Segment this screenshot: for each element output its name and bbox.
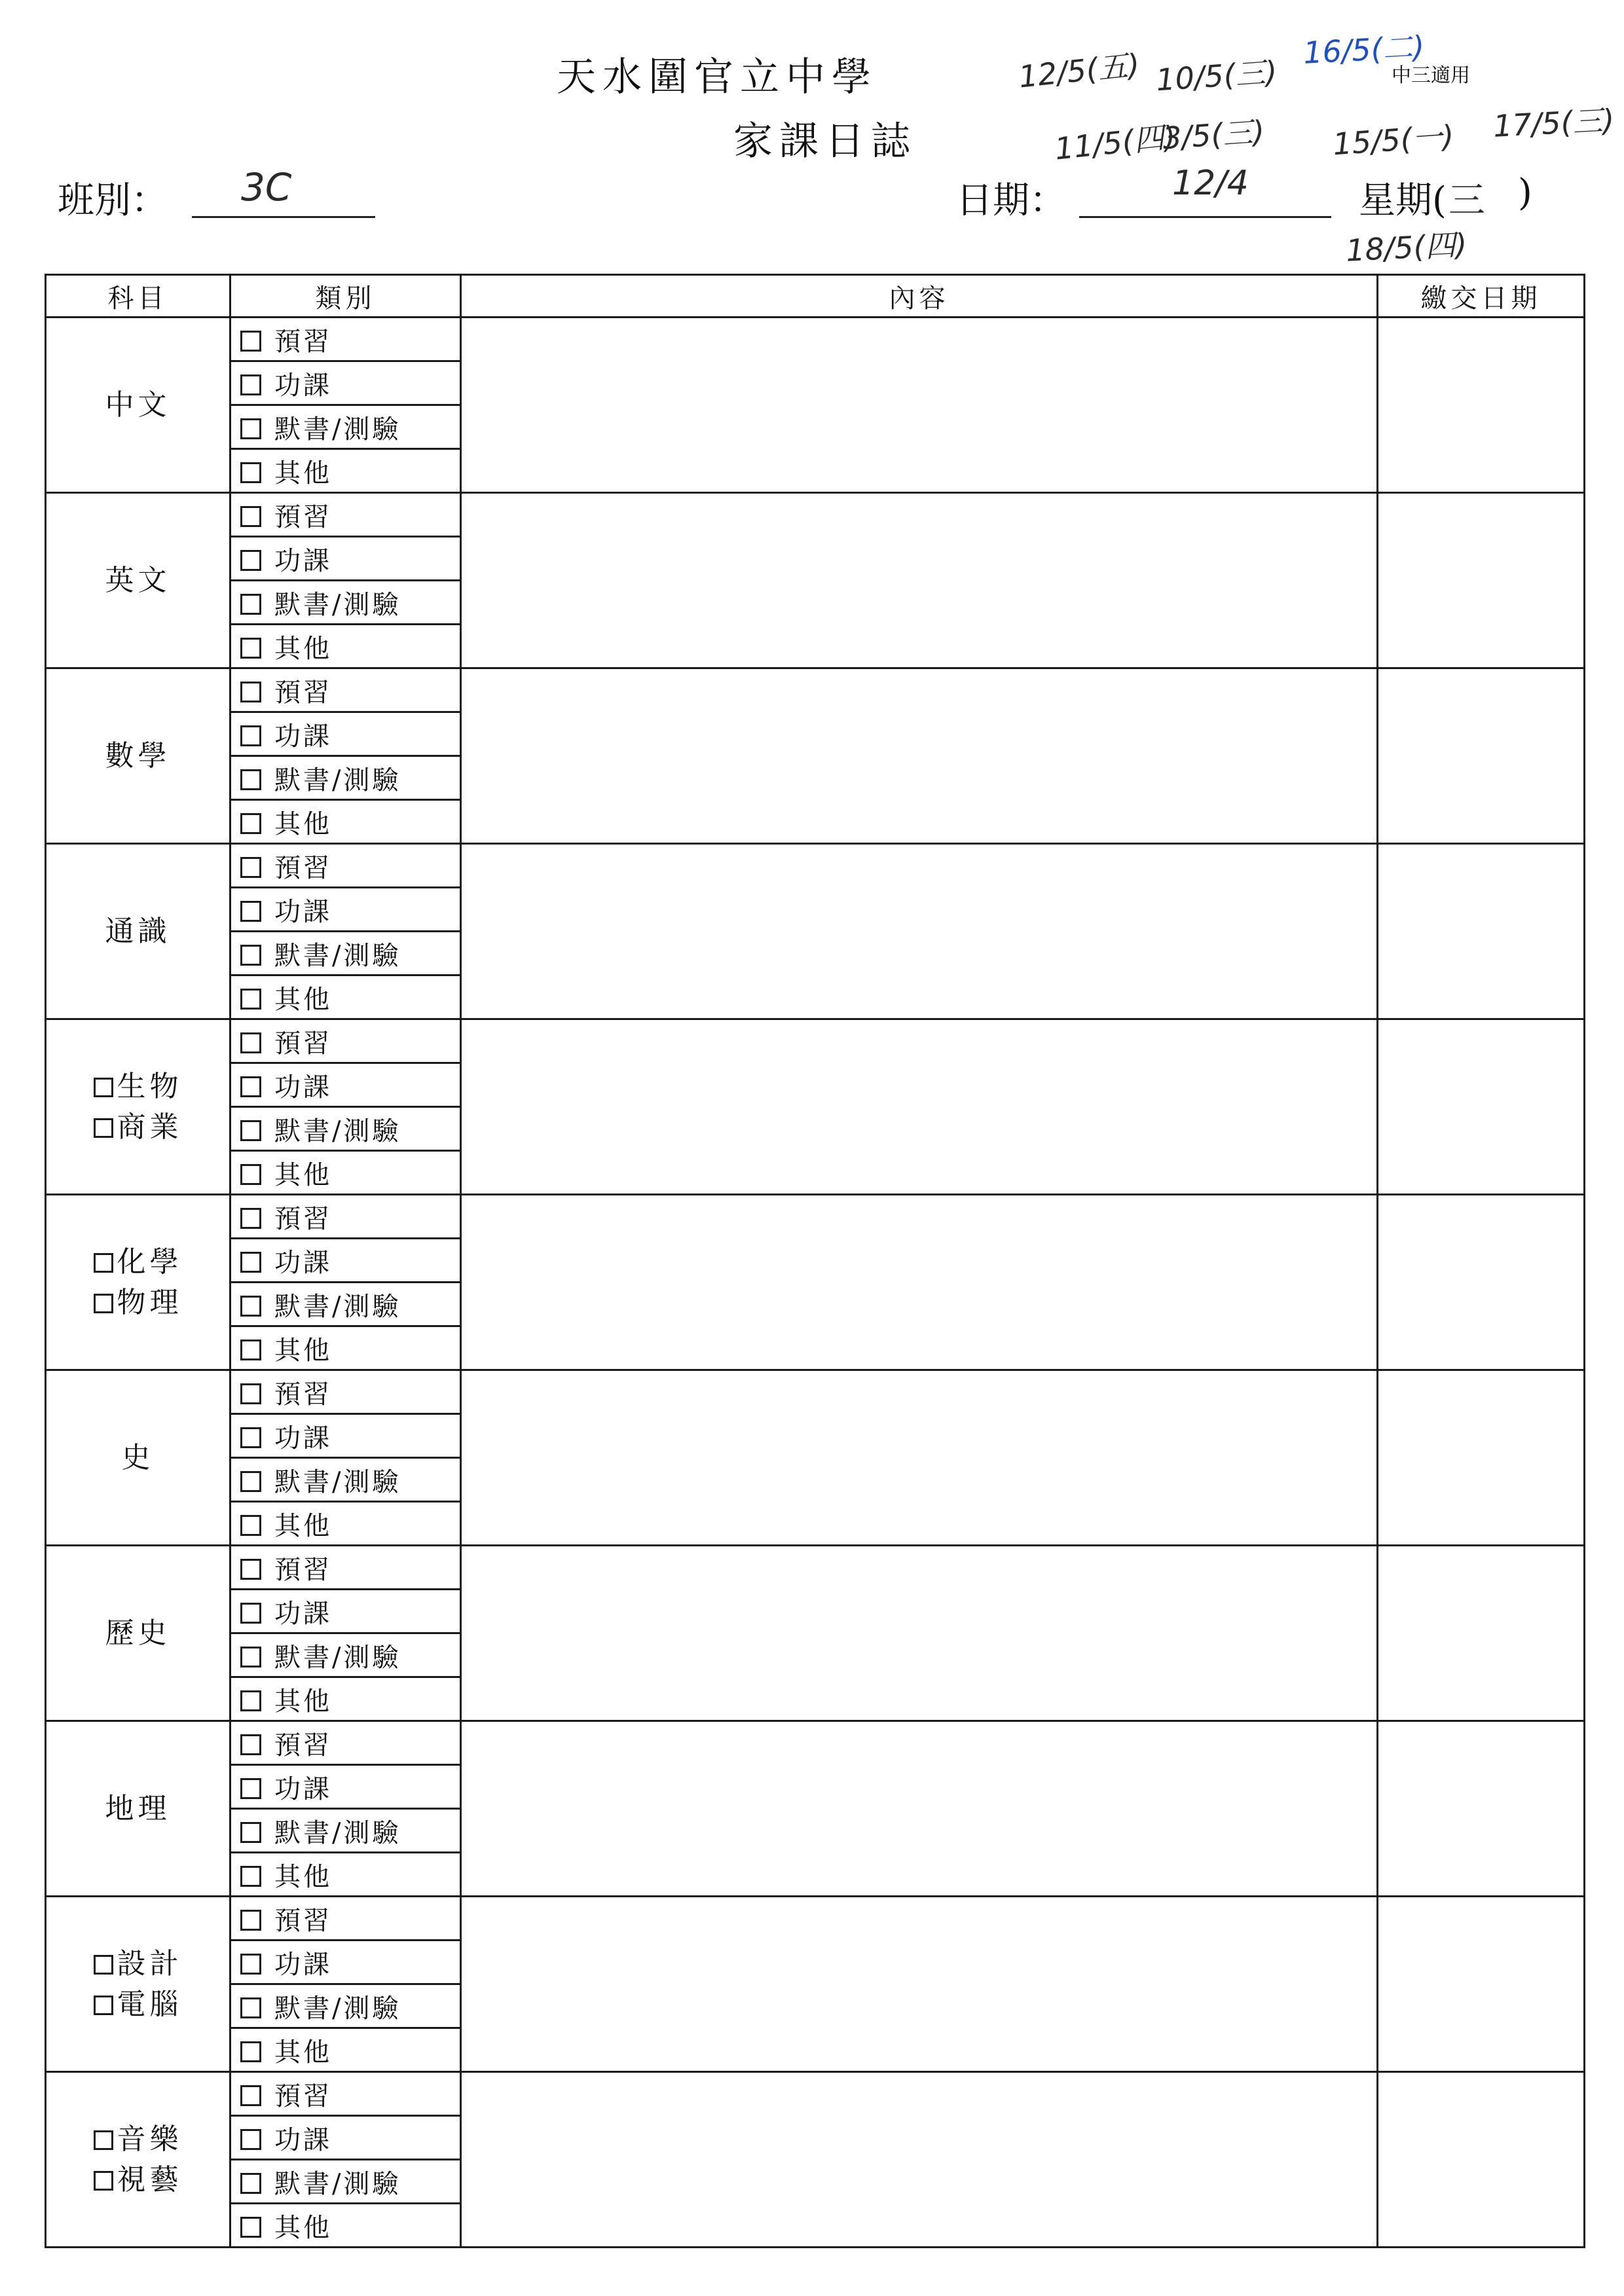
checkbox-icon[interactable] bbox=[240, 1427, 261, 1448]
checkbox-icon[interactable] bbox=[240, 1647, 261, 1667]
handwritten-date-4: 11/5(四) bbox=[1052, 118, 1177, 167]
checkbox-icon[interactable] bbox=[240, 769, 261, 790]
category-cell[interactable] bbox=[231, 1370, 461, 1414]
homework-table bbox=[45, 274, 1585, 2248]
subject-option[interactable] bbox=[46, 1283, 229, 1323]
category-label: 功課 bbox=[274, 1423, 332, 1453]
subject-option bbox=[46, 911, 229, 952]
due-date-cell[interactable] bbox=[1378, 1195, 1585, 1370]
checkbox-icon[interactable] bbox=[240, 989, 261, 1010]
subject-checkbox-icon[interactable] bbox=[94, 1995, 113, 2015]
checkbox-icon[interactable] bbox=[240, 2217, 261, 2238]
subject-cell bbox=[46, 493, 231, 668]
checkbox-icon[interactable] bbox=[240, 901, 261, 922]
subject-cell bbox=[46, 1897, 231, 2072]
subject-name: 音樂 bbox=[117, 2122, 183, 2156]
subject-name: 歷史 bbox=[105, 1616, 171, 1650]
checkbox-icon[interactable] bbox=[240, 594, 261, 615]
category-label: 預習 bbox=[274, 852, 332, 883]
category-label: 其他 bbox=[274, 1686, 332, 1717]
checkbox-icon[interactable] bbox=[240, 1778, 261, 1799]
category-label: 默書/測驗 bbox=[274, 1467, 401, 1497]
checkbox-icon[interactable] bbox=[240, 813, 261, 834]
checkbox-icon[interactable] bbox=[240, 1471, 261, 1492]
due-date-cell[interactable] bbox=[1378, 2072, 1585, 2248]
category-cell[interactable] bbox=[231, 2116, 461, 2160]
category-label: 默書/測驗 bbox=[274, 1642, 401, 1673]
category-label: 功課 bbox=[274, 896, 332, 927]
due-date-cell[interactable] bbox=[1378, 844, 1585, 1019]
table-row bbox=[46, 1721, 1585, 1765]
due-date-cell[interactable] bbox=[1378, 1721, 1585, 1897]
category-label: 默書/測驗 bbox=[274, 1116, 401, 1146]
checkbox-icon[interactable] bbox=[240, 682, 261, 702]
checkbox-icon[interactable] bbox=[240, 506, 261, 527]
category-label: 預習 bbox=[274, 1028, 332, 1059]
checkbox-icon[interactable] bbox=[240, 1296, 261, 1317]
subject-cell bbox=[46, 668, 231, 844]
category-label: 默書/測驗 bbox=[274, 2168, 401, 2199]
weekday-label bbox=[1359, 172, 1447, 224]
category-label: 預習 bbox=[274, 1905, 332, 1936]
checkbox-icon[interactable] bbox=[240, 1515, 261, 1536]
weekday-close: ) bbox=[1518, 172, 1532, 214]
content-cell[interactable] bbox=[461, 2072, 1378, 2248]
content-cell[interactable] bbox=[461, 668, 1378, 844]
subject-checkbox-icon[interactable] bbox=[94, 1955, 113, 1975]
category-cell[interactable] bbox=[231, 1721, 461, 1765]
category-label: 其他 bbox=[274, 1335, 332, 1366]
col-due-date-header: 繳交日期 bbox=[1378, 275, 1585, 318]
subject-option bbox=[46, 736, 229, 776]
content-cell[interactable] bbox=[461, 1019, 1378, 1195]
due-date-cell[interactable] bbox=[1378, 1546, 1585, 1721]
category-label: 預習 bbox=[274, 2081, 332, 2111]
subject-option bbox=[46, 1438, 229, 1478]
category-label: 其他 bbox=[274, 2212, 332, 2243]
category-cell[interactable] bbox=[231, 2204, 461, 2248]
table-row bbox=[46, 1370, 1585, 1414]
checkbox-icon[interactable] bbox=[240, 1997, 261, 2018]
subject-option[interactable] bbox=[46, 1984, 229, 2025]
col-content-header: 內容 bbox=[461, 275, 1378, 318]
checkbox-icon[interactable] bbox=[240, 638, 261, 659]
checkbox-icon[interactable] bbox=[240, 1559, 261, 1580]
checkbox-icon[interactable] bbox=[240, 1032, 261, 1053]
category-label: 默書/測驗 bbox=[274, 1291, 401, 1322]
checkbox-icon[interactable] bbox=[240, 725, 261, 746]
subject-option bbox=[46, 1613, 229, 1654]
checkbox-icon[interactable] bbox=[240, 462, 261, 483]
category-label: 預習 bbox=[274, 1554, 332, 1585]
subject-checkbox-icon[interactable] bbox=[94, 1294, 113, 1313]
category-cell[interactable] bbox=[231, 449, 461, 493]
school-name: 天水圍官立中學 bbox=[557, 54, 877, 100]
category-cell[interactable] bbox=[231, 1765, 461, 1809]
category-cell[interactable] bbox=[231, 1283, 461, 1326]
checkbox-icon[interactable] bbox=[240, 1076, 261, 1097]
content-cell[interactable] bbox=[461, 1721, 1378, 1897]
subject-name: 物理 bbox=[117, 1285, 183, 1319]
checkbox-icon[interactable] bbox=[240, 1339, 261, 1360]
category-label: 預習 bbox=[274, 501, 332, 532]
table-row bbox=[46, 318, 1585, 361]
date-label: 日期： bbox=[956, 179, 1066, 222]
category-cell[interactable] bbox=[231, 581, 461, 625]
content-cell[interactable] bbox=[461, 1897, 1378, 2072]
category-label: 其他 bbox=[274, 1510, 332, 1541]
handwritten-date-2: 10/5(三) bbox=[1154, 54, 1279, 98]
class-value: 3C bbox=[241, 165, 292, 210]
category-label: 其他 bbox=[274, 633, 332, 664]
handwritten-date-3: 16/5(二) bbox=[1302, 29, 1426, 71]
table-header-row bbox=[46, 275, 1585, 318]
subject-name: 電腦 bbox=[117, 1987, 183, 2021]
table-row bbox=[46, 844, 1585, 888]
category-cell[interactable] bbox=[231, 405, 461, 449]
content-cell[interactable] bbox=[461, 1546, 1378, 1721]
subject-option bbox=[46, 385, 229, 426]
subject-cell bbox=[46, 318, 231, 493]
checkbox-icon[interactable] bbox=[240, 418, 261, 439]
subject-cell bbox=[46, 1370, 231, 1546]
weekday-value: 三 bbox=[1449, 179, 1485, 222]
category-label: 功課 bbox=[274, 1774, 332, 1804]
date-value: 12/4 bbox=[1172, 164, 1249, 203]
handwritten-date-8: 18/5(四) bbox=[1344, 227, 1468, 268]
checkbox-icon[interactable] bbox=[240, 1822, 261, 1843]
category-label: 其他 bbox=[274, 458, 332, 488]
category-label: 其他 bbox=[274, 1159, 332, 1190]
table-row bbox=[46, 493, 1585, 537]
checkbox-icon[interactable] bbox=[240, 1252, 261, 1273]
checkbox-icon[interactable] bbox=[240, 2173, 261, 2194]
table-row bbox=[46, 1897, 1585, 1941]
category-label: 功課 bbox=[274, 2124, 332, 2155]
category-cell[interactable] bbox=[231, 1633, 461, 1677]
subject-option bbox=[46, 1789, 229, 1829]
content-cell[interactable] bbox=[461, 1370, 1378, 1546]
category-cell[interactable] bbox=[231, 2072, 461, 2116]
checkbox-icon[interactable] bbox=[240, 2041, 261, 2062]
subject-name: 設計 bbox=[117, 1946, 183, 1980]
subject-checkbox-icon[interactable] bbox=[94, 1118, 113, 1138]
subject-checkbox-icon[interactable] bbox=[94, 1253, 113, 1273]
category-label: 默書/測驗 bbox=[274, 1817, 401, 1848]
category-cell[interactable] bbox=[231, 1677, 461, 1721]
category-cell[interactable] bbox=[231, 1853, 461, 1897]
subject-cell bbox=[46, 1721, 231, 1897]
category-cell[interactable] bbox=[231, 318, 461, 361]
category-label: 預習 bbox=[274, 1203, 332, 1234]
checkbox-icon[interactable] bbox=[240, 2085, 261, 2106]
category-label: 預習 bbox=[274, 677, 332, 708]
category-label: 默書/測驗 bbox=[274, 589, 401, 620]
category-cell[interactable] bbox=[231, 1984, 461, 2028]
subject-option[interactable] bbox=[46, 1107, 229, 1148]
form-title: 家課日誌 bbox=[733, 118, 917, 164]
category-label: 其他 bbox=[274, 809, 332, 839]
weekday-open: 星期( bbox=[1359, 179, 1447, 222]
category-label: 功課 bbox=[274, 1949, 332, 1980]
category-cell[interactable] bbox=[231, 1414, 461, 1458]
handwritten-date-5: 3/5(三) bbox=[1161, 113, 1266, 156]
subject-option bbox=[46, 560, 229, 601]
category-cell[interactable] bbox=[231, 1590, 461, 1633]
category-label: 預習 bbox=[274, 1379, 332, 1410]
category-label: 其他 bbox=[274, 1861, 332, 1892]
due-date-cell[interactable] bbox=[1378, 318, 1585, 493]
subject-cell bbox=[46, 844, 231, 1019]
category-cell[interactable] bbox=[231, 888, 461, 932]
applicable-grade: 中三適用 bbox=[1392, 64, 1470, 87]
subject-checkbox-icon[interactable] bbox=[94, 1078, 113, 1097]
category-label: 默書/測驗 bbox=[274, 414, 401, 445]
checkbox-icon[interactable] bbox=[240, 2129, 261, 2150]
subject-name: 史 bbox=[121, 1440, 155, 1474]
handwritten-date-6: 15/5(一) bbox=[1331, 118, 1456, 162]
category-cell[interactable] bbox=[231, 1326, 461, 1370]
category-cell[interactable] bbox=[231, 932, 461, 975]
table-row bbox=[46, 2072, 1585, 2116]
category-cell[interactable] bbox=[231, 2028, 461, 2072]
category-label: 默書/測驗 bbox=[274, 1993, 401, 2024]
category-label: 功課 bbox=[274, 1247, 332, 1278]
content-cell[interactable] bbox=[461, 844, 1378, 1019]
class-label: 班別： bbox=[58, 179, 168, 222]
due-date-cell[interactable] bbox=[1378, 1019, 1585, 1195]
content-cell[interactable] bbox=[461, 493, 1378, 668]
table-row bbox=[46, 668, 1585, 712]
subject-name: 英文 bbox=[105, 563, 171, 597]
checkbox-icon[interactable] bbox=[240, 1910, 261, 1931]
category-cell[interactable] bbox=[231, 2160, 461, 2204]
category-cell[interactable] bbox=[231, 1546, 461, 1590]
category-label: 功課 bbox=[274, 1072, 332, 1102]
category-label: 功課 bbox=[274, 1598, 332, 1629]
handwritten-date-7: 17/5(三) bbox=[1492, 102, 1615, 144]
table-row bbox=[46, 1195, 1585, 1239]
category-cell[interactable] bbox=[231, 1941, 461, 1984]
category-cell[interactable] bbox=[231, 1063, 461, 1107]
due-date-cell[interactable] bbox=[1378, 493, 1585, 668]
category-label: 預習 bbox=[274, 1730, 332, 1760]
subject-cell bbox=[46, 2072, 231, 2248]
category-label: 功課 bbox=[274, 721, 332, 752]
subject-cell bbox=[46, 1195, 231, 1370]
subject-name: 通識 bbox=[105, 914, 171, 948]
col-subject-header: 科目 bbox=[46, 275, 231, 318]
content-cell[interactable] bbox=[461, 1195, 1378, 1370]
checkbox-icon[interactable] bbox=[240, 1954, 261, 1975]
category-cell[interactable] bbox=[231, 1151, 461, 1195]
checkbox-icon[interactable] bbox=[240, 374, 261, 395]
category-label: 默書/測驗 bbox=[274, 940, 401, 971]
category-cell[interactable] bbox=[231, 800, 461, 844]
subject-name: 地理 bbox=[105, 1791, 171, 1825]
checkbox-icon[interactable] bbox=[240, 331, 261, 352]
col-category-header: 類別 bbox=[231, 275, 461, 318]
category-cell[interactable] bbox=[231, 668, 461, 712]
due-date-cell[interactable] bbox=[1378, 668, 1585, 844]
subject-option[interactable] bbox=[46, 1066, 229, 1107]
category-cell[interactable] bbox=[231, 1897, 461, 1941]
checkbox-icon[interactable] bbox=[240, 1734, 261, 1755]
category-cell[interactable] bbox=[231, 1809, 461, 1853]
subject-option[interactable] bbox=[46, 1944, 229, 1984]
category-cell[interactable] bbox=[231, 1195, 461, 1239]
category-cell[interactable] bbox=[231, 625, 461, 668]
category-cell[interactable] bbox=[231, 493, 461, 537]
subject-name: 中文 bbox=[105, 388, 171, 422]
table-row bbox=[46, 1546, 1585, 1590]
checkbox-icon[interactable] bbox=[240, 1866, 261, 1887]
checkbox-icon[interactable] bbox=[240, 945, 261, 966]
checkbox-icon[interactable] bbox=[240, 1164, 261, 1185]
handwritten-date-1: 12/5(五) bbox=[1016, 46, 1141, 95]
checkbox-icon[interactable] bbox=[240, 1383, 261, 1404]
checkbox-icon[interactable] bbox=[240, 1603, 261, 1624]
content-cell[interactable] bbox=[461, 318, 1378, 493]
subject-option[interactable] bbox=[46, 2160, 229, 2200]
subject-name: 數學 bbox=[105, 738, 171, 773]
checkbox-icon[interactable] bbox=[240, 1120, 261, 1141]
category-cell[interactable] bbox=[231, 1019, 461, 1063]
due-date-cell[interactable] bbox=[1378, 1370, 1585, 1546]
checkbox-icon[interactable] bbox=[240, 857, 261, 878]
table-row bbox=[46, 1019, 1585, 1063]
subject-name: 生物 bbox=[117, 1069, 183, 1103]
category-cell[interactable] bbox=[231, 756, 461, 800]
category-label: 功課 bbox=[274, 545, 332, 576]
subject-checkbox-icon[interactable] bbox=[94, 2171, 113, 2191]
subject-option[interactable] bbox=[46, 1242, 229, 1283]
category-cell[interactable] bbox=[231, 712, 461, 756]
category-label: 其他 bbox=[274, 2037, 332, 2068]
subject-name: 視藝 bbox=[117, 2162, 183, 2196]
category-cell[interactable] bbox=[231, 844, 461, 888]
checkbox-icon[interactable] bbox=[240, 1690, 261, 1711]
category-label: 預習 bbox=[274, 326, 332, 357]
category-label: 其他 bbox=[274, 984, 332, 1015]
due-date-cell[interactable] bbox=[1378, 1897, 1585, 2072]
category-label: 功課 bbox=[274, 370, 332, 401]
checkbox-icon[interactable] bbox=[240, 550, 261, 571]
category-cell[interactable] bbox=[231, 1239, 461, 1283]
category-cell[interactable] bbox=[231, 1502, 461, 1546]
subject-option[interactable] bbox=[46, 2119, 229, 2160]
category-cell[interactable] bbox=[231, 1458, 461, 1502]
subject-name: 化學 bbox=[117, 1245, 183, 1279]
subject-name: 商業 bbox=[117, 1110, 183, 1144]
subject-cell bbox=[46, 1019, 231, 1195]
category-cell[interactable] bbox=[231, 1107, 461, 1151]
subject-cell bbox=[46, 1546, 231, 1721]
category-cell[interactable] bbox=[231, 361, 461, 405]
checkbox-icon[interactable] bbox=[240, 1208, 261, 1229]
category-cell[interactable] bbox=[231, 537, 461, 581]
category-label: 默書/測驗 bbox=[274, 765, 401, 795]
subject-checkbox-icon[interactable] bbox=[94, 2130, 113, 2150]
category-cell[interactable] bbox=[231, 975, 461, 1019]
